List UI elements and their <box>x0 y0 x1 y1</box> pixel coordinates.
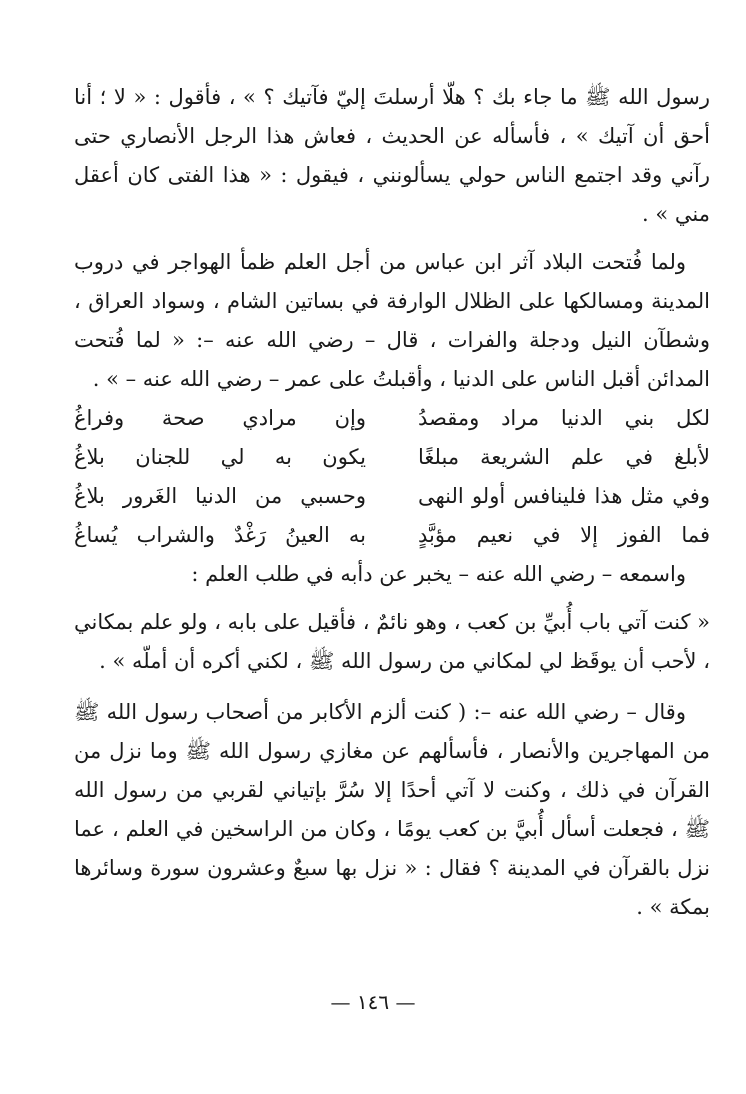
poem <box>74 399 710 555</box>
paragraph-1: رسول الله ﷺ ما جاء بك ؟ هلّا أرسلتَ إليّ فآتيك ؟ » ، فأقول : « لا ؛ أنا أحق أن آتيك » ، فأسأله عن الحديث ، فعاش هذا الرجل الأنصاري حتى رآني وقد اجتمع الناس حولي يسألونني ، فيقول : « هذا الفتى كان أعقل مني » . <box>74 85 710 226</box>
verse-second-hemistich: يكون به لي للجنان بلاغُ <box>74 445 366 469</box>
verse-second-hemistich: وإن مرادي صحة وفراغُ <box>74 406 366 430</box>
poem-verse <box>74 399 710 438</box>
poem-verse <box>74 438 710 477</box>
book-page <box>74 78 710 927</box>
paragraph-2: ولما فُتحت البلاد آثر ابن عباس من أجل العلم ظمأ الهواجر في دروب المدينة ومسالكها على الظلال الوارفة في بساتين الشام ، وسواد العراق ، وشطآن النيل ودجلة والفرات ، قال – رضي الله عنه –: « لما فُتحت المدائن أقبل الناس على الدنيا ، وأقبلتُ على عمر – رضي الله عنه – » . <box>74 250 710 391</box>
paragraph-4: « كنت آتي باب أُبيِّ بن كعب ، وهو نائمٌ ، فأقيل على بابه ، ولو علم بمكاني ، لأحب أن يوقَظ لي لمكاني من رسول الله ﷺ ، لكني أكره أن أملّه » . <box>74 610 710 673</box>
paragraph-5: وقال – رضي الله عنه –: ( كنت ألزم الأكابر من أصحاب رسول الله ﷺ من المهاجرين والأنصار ، فأسألهم عن مغازي رسول الله ﷺ وما نزل من القرآن في ذلك ، وكنت لا آتي أحدًا إلا سُرَّ بإتياني لقربي من رسول الله ﷺ ، فجعلت أسأل أُبيَّ بن كعب يومًا ، وكان من الراسخين في العلم ، عما نزل بالقرآن في المدينة ؟ فقال : « نزل بها سبعٌ وعشرون سورة وسائرها بمكة » . <box>74 700 710 919</box>
verse-first-hemistich: فما الفوز إلا في نعيم مؤبَّدٍ <box>418 523 710 547</box>
spacer <box>74 234 710 243</box>
spacer <box>74 681 710 693</box>
poem-verse <box>74 477 710 516</box>
verse-first-hemistich: لكل بني الدنيا مراد ومقصدُ <box>418 406 710 430</box>
verse-first-hemistich: لأبلغ في علم الشريعة مبلغًا <box>418 445 710 469</box>
verse-second-hemistich: به العينُ رَغْدٌ والشراب يُساغُ <box>74 523 366 547</box>
poem-verse <box>74 516 710 555</box>
paragraph-3: واسمعه – رضي الله عنه – يخبر عن دأبه في طلب العلم : <box>191 562 686 586</box>
page-number: — ١٤٦ — <box>330 990 416 1014</box>
spacer <box>74 594 710 603</box>
verse-second-hemistich: وحسبي من الدنيا الغَرور بلاغُ <box>74 484 366 508</box>
verse-first-hemistich: وفي مثل هذا فلينافس أولو النهى <box>418 484 710 508</box>
